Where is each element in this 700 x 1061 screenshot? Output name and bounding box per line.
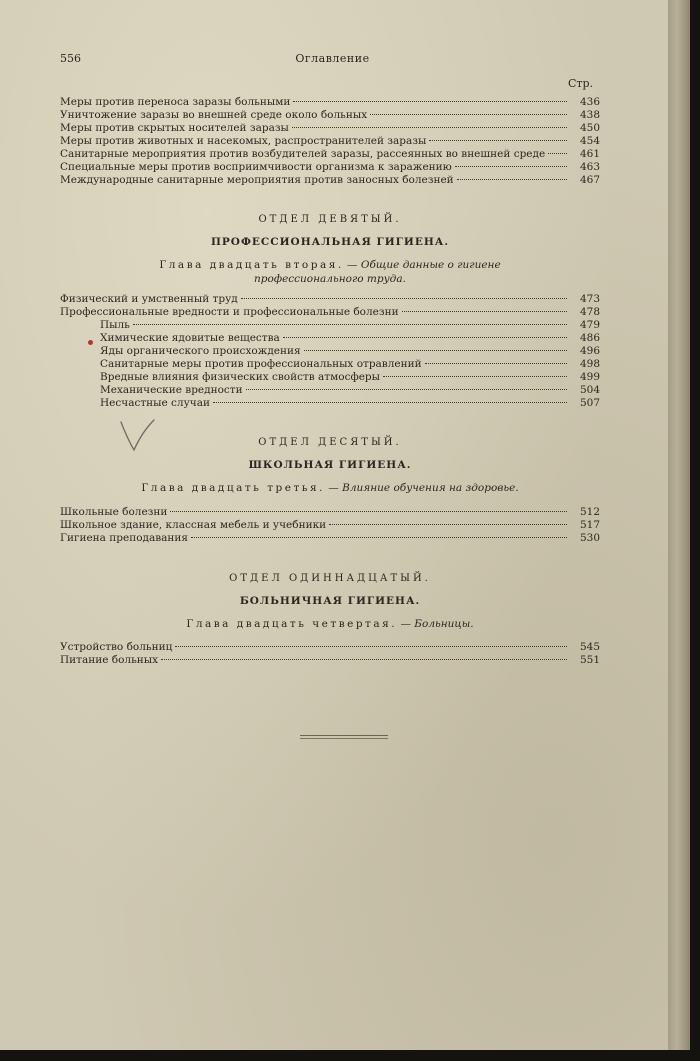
toc-entry: Санитарные мероприятия против возбудителей заразы, рассеянных во внешней среде 461 bbox=[60, 148, 600, 160]
toc-entry: Специальные меры против восприимчивости организма к заражению 463 bbox=[60, 161, 600, 173]
toc-entry: Профессиональные вредности и профессиональные болезни 478 bbox=[60, 306, 600, 318]
toc-entry: Устройство больниц 545 bbox=[60, 641, 600, 653]
toc-entry: Питание больных 551 bbox=[60, 654, 600, 666]
toc-entry: Уничтожение заразы во внешней среде около больных 438 bbox=[60, 109, 600, 121]
toc-subentry: Яды органического происхождения 496 bbox=[100, 345, 600, 357]
toc-entry: Школьное здание, классная мебель и учебники 517 bbox=[60, 519, 600, 531]
toc-subentry: Механические вредности 504 bbox=[100, 384, 600, 396]
toc-entry: Меры против скрытых носителей заразы 450 bbox=[60, 122, 600, 134]
end-rule bbox=[300, 735, 388, 736]
chapter-heading-cont: профессионального труда. bbox=[254, 273, 406, 285]
end-rule bbox=[300, 738, 388, 739]
book-binding-edge bbox=[668, 0, 690, 1050]
chapter-heading: Глава двадцать вторая. — Общие данные о гигиене bbox=[159, 259, 501, 271]
toc-entry: Меры против животных и насекомых, распространителей заразы 454 bbox=[60, 135, 600, 147]
toc-entry: Международные санитарные мероприятия против заносных болезней 467 bbox=[60, 174, 600, 186]
toc-subentry: Пыль 479 bbox=[100, 319, 600, 331]
page-column-label: Стр. bbox=[568, 77, 594, 90]
section-title: ПРОФЕССИОНАЛЬНАЯ ГИГИЕНА. bbox=[211, 236, 449, 248]
toc-subentry: Несчастные случаи 507 bbox=[100, 397, 600, 409]
toc-entry: Физический и умственный труд 473 bbox=[60, 293, 600, 305]
chapter-heading: Глава двадцать третья. — Влияние обучения на здоровье. bbox=[141, 482, 519, 494]
running-title: Оглавление bbox=[295, 52, 370, 65]
toc-entry: Меры против переноса заразы больными 436 bbox=[60, 96, 600, 108]
department-heading: ОТДЕЛ ДЕСЯТЫЙ. bbox=[258, 437, 402, 448]
toc-subentry: Химические ядовитые вещества 486 bbox=[100, 332, 600, 344]
toc-entry: Гигиена преподавания 530 bbox=[60, 532, 600, 544]
section-title: БОЛЬНИЧНАЯ ГИГИЕНА. bbox=[239, 595, 421, 607]
section-title: ШКОЛЬНАЯ ГИГИЕНА. bbox=[248, 459, 412, 471]
page-number: 556 bbox=[60, 52, 81, 65]
toc-entry: Школьные болезни 512 bbox=[60, 506, 600, 518]
department-heading: ОТДЕЛ ОДИННАДЦАТЫЙ. bbox=[229, 573, 431, 584]
red-ink-dot bbox=[88, 340, 93, 345]
chapter-heading: Глава двадцать четвертая. — Больницы. bbox=[186, 618, 474, 630]
toc-subentry: Санитарные меры против профессиональных отравлений 498 bbox=[100, 358, 600, 370]
handwritten-checkmark bbox=[118, 418, 158, 454]
department-heading: ОТДЕЛ ДЕВЯТЫЙ. bbox=[258, 214, 402, 225]
toc-subentry: Вредные влияния физических свойств атмосферы 499 bbox=[100, 371, 600, 383]
